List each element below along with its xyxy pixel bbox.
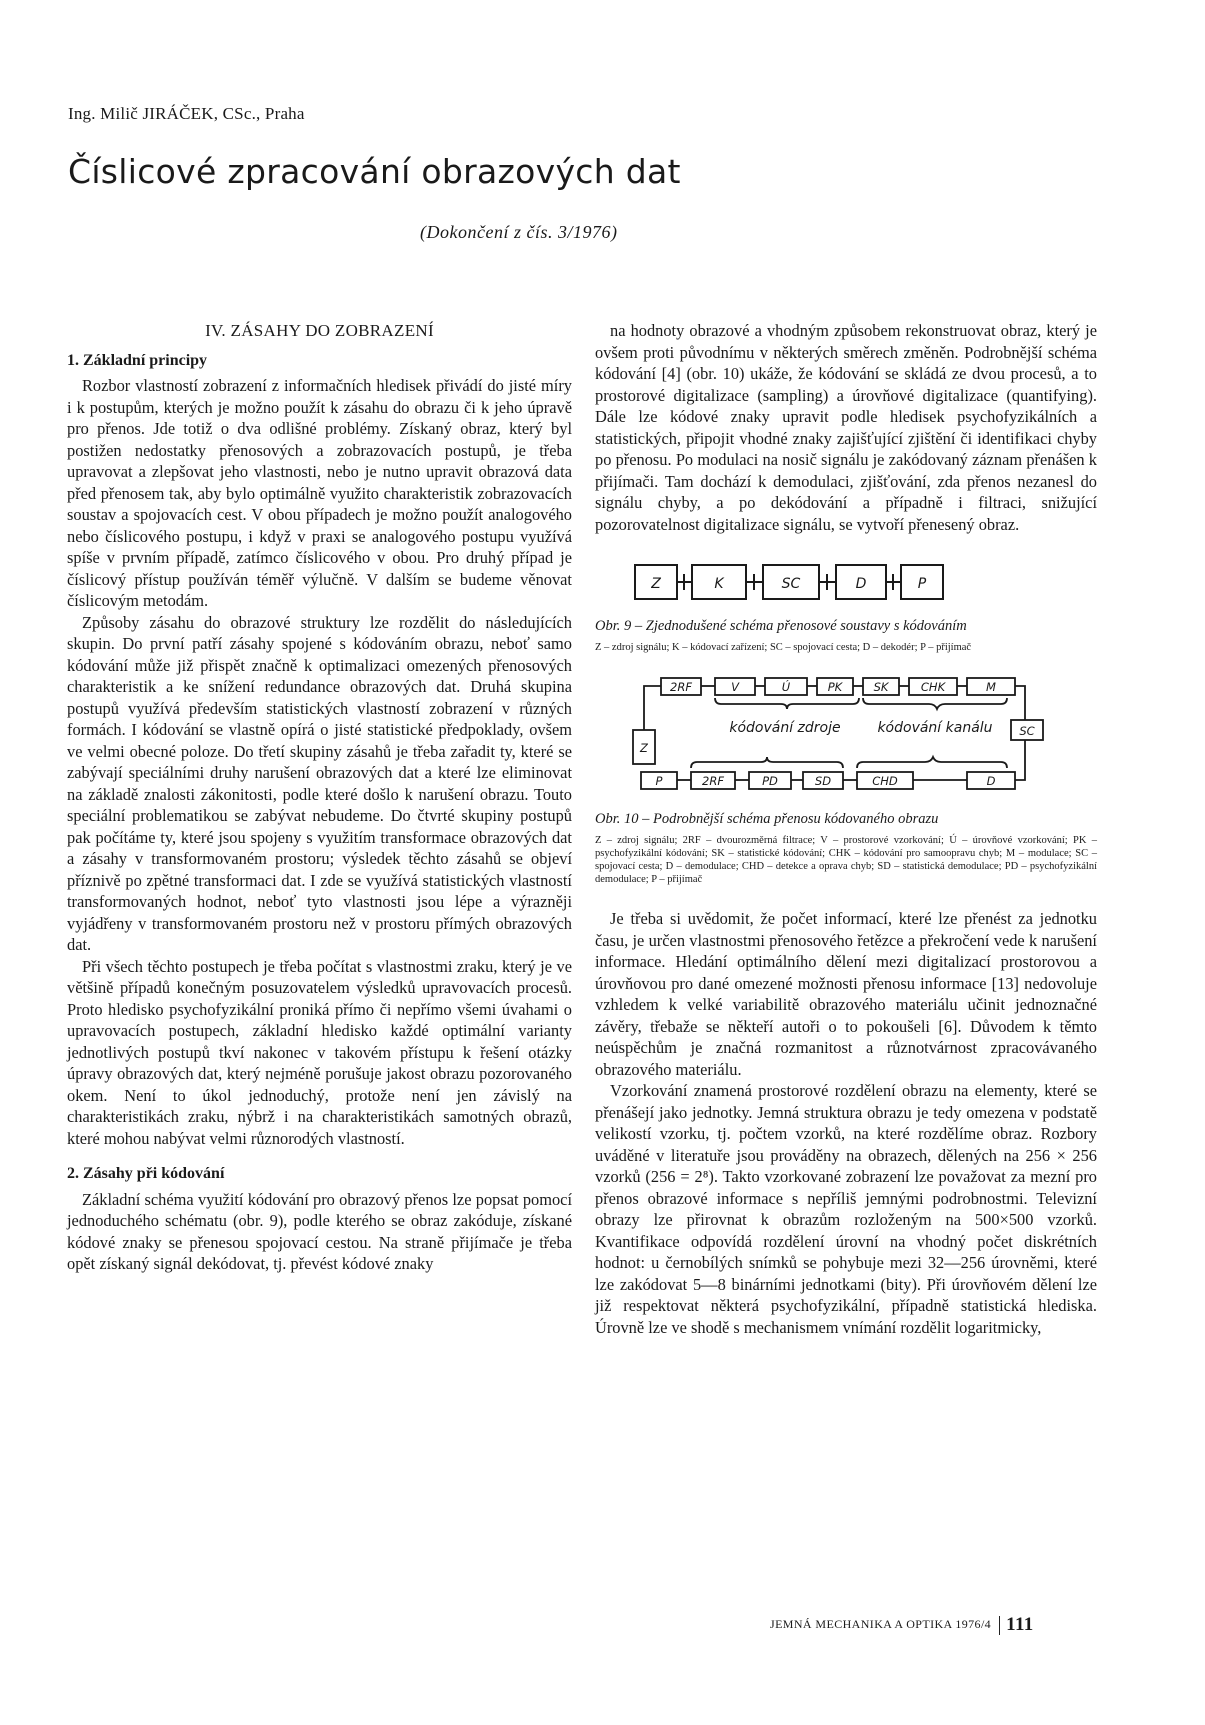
page-number: 111 (1006, 1614, 1034, 1635)
fig9-block: P (917, 576, 927, 592)
fig10-block: PK (827, 680, 843, 694)
paragraph: Základní schéma využití kódování pro obrazový přenos lze popsat pomocí jednoduchého schématu (obr. 9), podle kterého se obraz zakóduje, získané kódové znaky se přenesou spojovací cestou. Na straně přijímače je třeba opět získaný signál dekódovat, tj. převést kódové znaky (67, 1189, 572, 1273)
figure-9-caption: Obr. 9 – Zjednodušené schéma přenosové soustavy s kódováním (595, 618, 967, 634)
subheading-coding: 2. Zásahy při kódování (67, 1165, 225, 1182)
paragraph: Vzorkování znamená prostorové rozdělení obrazu na elementy, které se přenášejí jako jednotky. Jemná struktura obrazu je tedy omezena v podstatě velikostí vzorku, tj. počtem vzorků, na které rozdělíme obraz. Rozbory uváděné v literatuře jsou prováděny na obrazech, dělených na 256 × 256 vzorků (256 = 2⁸). Takto vzorkované zobrazení lze považovat za mezní pro přenos obrazové informace s nepříliš jemnými podrobnostmi. Televizní obrazy lze přirovnat k obrazům rozloženým na 500×500 vzorků. Kvantifikace odpovídá rozdělení úrovní na vhodný počet diskrétních hodnot: u černobílých snímků se pohybuje mezi 32—256 úrovněmi, které lze zakódovat 5—8 binárními jednotkami (bity). Při úrovňovém dělení lze již respektovat některá psychofyzikální, případně statistická hlediska. Úrovně lze ve shodě s mechanismem vnímání rozdělit logaritmicky, (595, 1081, 1097, 1337)
continuation-note: (Dokončení z čís. 3/1976) (420, 222, 618, 242)
figure-10-legend: Z – zdroj signálu; 2RF – dvourozměrná filtrace; V – prostorové vzorkování; Ú – úrovňové vzorkování; PK – psychofyzikální kódování; SK – statistické kódování; CHK – kódování pro samoopravu chyb; M – modulace; SC – spojovací cesta; D – demodulace; CHD – detekce a oprava chyb; SD – statistická demodulace; PD – psychofyzikální demodulace; P – přijímač (595, 835, 1097, 885)
fig9-block: K (714, 576, 724, 592)
fig9-block: D (855, 576, 867, 592)
page-footer (770, 1614, 1034, 1636)
figure-9-diagram (595, 557, 1095, 607)
paragraph: Způsoby zásahu do obrazové struktury lze rozdělit do následujících skupin. Do první patří zásahy spojené s kódováním obrazu, neboť samo kódování může již přispět značně k optimalizaci omezených přenosových charakteristik a ke snížení redundance obrazových dat. Druhá skupina postupů využívá především statistických vlastností zobrazení v různých formách. I kódování se vlastně opírá o jisté statistické předpoklady, ovšem ve velmi obecné poloze. Do třetí skupiny zásahů je třeba zařadit ty, které se zabývají speciálními druhy narušení obrazových dat a které lze eliminovat na základě znalosti zákonitosti, podle které došlo k narušení obrazu. Touto speciální problematikou se zabývat nebudeme. Do čtvrté skupiny postupů pak počítáme ty, které jsou spojeny s využitím transformace obrazových dat a zásahy v transformovaném prostoru; výsledek těchto zásahů se objeví příznivě po zpětné transformaci dat. I zde se využívá statistických vlastností transformovaných hodnot, neboť tyto vlastnosti jsou lépe a výrazněji vyjádřeny v transformovaném prostoru než v prostoru přímých obrazových dat. (67, 612, 572, 954)
author-line: Ing. Milič JIRÁČEK, CSc., Praha (68, 104, 305, 123)
figure-10-caption: Obr. 10 – Podrobnější schéma přenosu kódovaného obrazu (595, 811, 939, 827)
fig10-channel: SC (1019, 724, 1035, 738)
fig10-block: CHK (920, 680, 946, 694)
paragraph: na hodnoty obrazové a vhodným způsobem rekonstruovat obraz, který je ovšem proti původnímu v některých směrech změněn. Podrobnější schéma kódování [4] (obr. 10) ukáže, že kódování se skládá ze dvou procesů, a to prostorové digitalizace (sampling) a úrovňové digitalizace (quantifying). Dále lze kódové znaky upravit podle hledisek psychofyzikálních a statistických, připojit vhodné znaky zajišťující zjištění či identifikaci chyby po přenosu. Po modulaci na nosič signálu je zakódovaný záznam přenášen k přijímači. Tam dochází k demodulaci, zjišťování, zda přenos nezanesl do signálu chyby, a po dekódování a případně i filtraci, snižující pozorovatelnost digitalizace signálu, se vytvoří přenesený obraz. (595, 321, 1097, 534)
fig10-block: Ú (781, 680, 791, 694)
fig10-label-channel-coding: kódování kanálu (877, 720, 993, 736)
fig9-block: SC (781, 576, 801, 592)
paragraph: Je třeba si uvědomit, že počet informací, které lze přenést za jednotku času, je určen vlastnostmi přenosového řetězce a překročení vede k narušení informace. Hledání optimálního dělení mezi digitalizací prostorovou a úrovňovou pro dané omezené možnosti přenosu informace [13] nedovoluje vzhledem k velké variabilitě obrazového materiálu učinit jednoznačné závěry, třebaže se někteří autoři o to pokoušeli [6]. Důvodem k těmto neúspěchům je značná rozmanitost a různotvárnost zpracovávaného obrazového materiálu. (595, 909, 1097, 1079)
fig10-block: 2RF (670, 680, 692, 694)
fig10-block: P (655, 774, 663, 788)
fig10-block: 2RF (702, 774, 724, 788)
fig10-block: SK (873, 680, 889, 694)
footer-divider (999, 1616, 1000, 1635)
fig10-block: CHD (872, 774, 898, 788)
left-column (67, 320, 572, 1275)
fig10-block: D (986, 774, 996, 788)
journal-name: JEMNÁ MECHANIKA A OPTIKA 1976/4 (770, 1616, 992, 1631)
right-column (595, 320, 1097, 1338)
fig10-block: M (986, 680, 996, 694)
fig10-block: V (731, 680, 739, 694)
fig10-label-source-coding: kódování zdroje (729, 720, 841, 736)
fig10-block: PD (762, 774, 778, 788)
subheading-principles: 1. Základní principy (67, 351, 208, 369)
fig10-source: Z (640, 741, 648, 755)
section-heading: IV. ZÁSAHY DO ZOBRAZENÍ (205, 321, 434, 340)
figure-10 (595, 670, 1097, 886)
fig9-block: Z (651, 576, 661, 592)
paragraph: Rozbor vlastností zobrazení z informačních hledisek přivádí do jisté míry i k postupům, kterých je možno použít k zásahu do obrazu či k jeho úpravě pro přenos. Jde totiž o dva odlišné problémy. Získaný obraz, který byl postižen nedostatky přenosových a zobrazovacích postupů, je třeba upravovat a zlepšovat jeho vlastnosti, nebo je nutno upravit obrazová data před přenosem tak, aby bylo optimálně využito charakteristik zobrazovacích soustav a spojovacích cest. V obou případech je možno použít analogového nebo číslicového postupu, i když v praxi se analogového postupu využívá spíše v prvním případě, zatímco číslicového v obou. Pro druhý případ je číslicový přístup používán téměř výlučně. V dalším se budeme věnovat číslicovým metodám. (67, 376, 572, 610)
figure-9 (595, 557, 1097, 654)
paragraph: Při všech těchto postupech je třeba počítat s vlastnostmi zraku, který je ve většině případů konečným posuzovatelem výsledků upravovacích procesů. Proto hledisko psychofyzikální proniká přímo či nepřímo všemi úvahami o upravovacích postupech, základní hledisko každé optimální varianty jednotlivých postupů tkví nakonec v takovém přístupu k řešení otázky úpravy obrazových dat, který nejméně porušuje jakost obrazu pozorovaného okem. Není to úkol jednoduchý, protože není jen závislý na charakteristikách zraku, nýbrž i na charakteristikách samotných obrazů, které mohou nabývat velmi různorodých vlastností. (67, 956, 572, 1148)
figure-9-legend: Z – zdroj signálu; K – kódovací zařízení; SC – spojovací cesta; D – dekodér; P – přijímač (595, 642, 972, 653)
article-title: Číslicové zpracování obrazových dat (68, 152, 681, 191)
fig10-block: SD (814, 774, 832, 788)
figure-10-diagram (595, 670, 1095, 800)
